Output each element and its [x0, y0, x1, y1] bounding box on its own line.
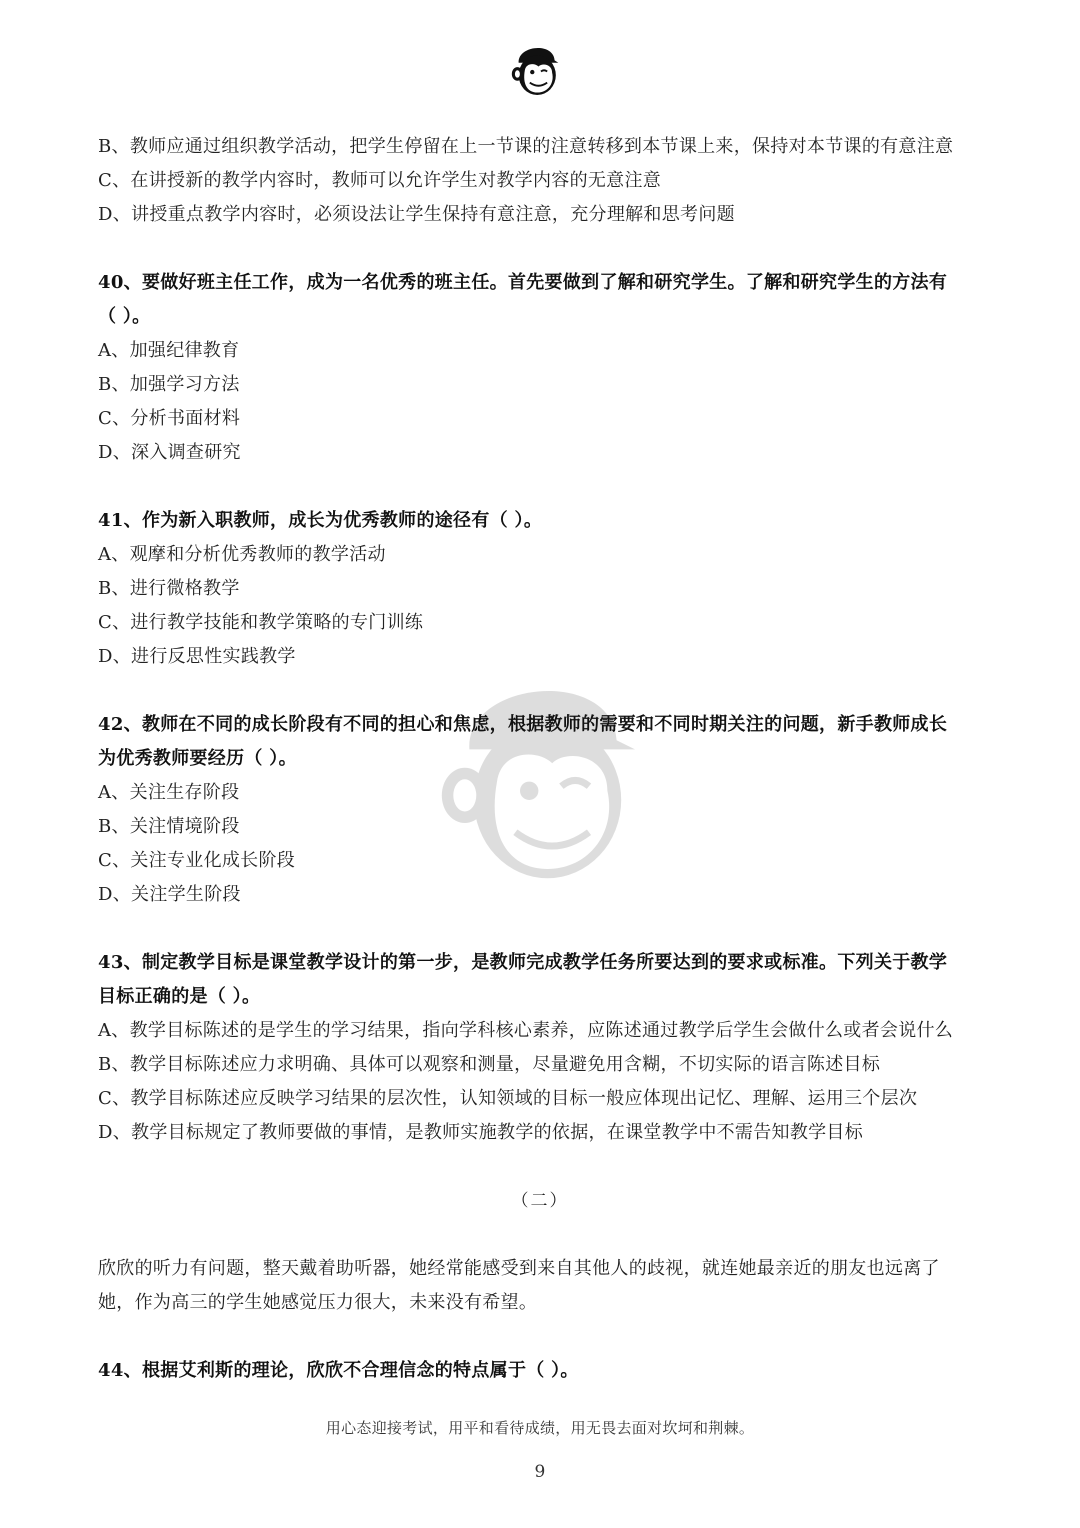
q39-option-b: B、教师应通过组织教学活动，把学生停留在上一节课的注意转移到本节课上来，保持对本节课的有意注意	[98, 136, 954, 157]
q39-option-d: D、讲授重点教学内容时，必须设法让学生保持有意注意，充分理解和思考问题	[98, 204, 735, 225]
q41-option-c: C、进行教学技能和教学策略的专门训练	[98, 612, 424, 633]
q42-option-b: B、关注情境阶段	[98, 816, 240, 837]
q44-stem: 44、根据艾利斯的理论，欣欣不合理信念的特点属于（ ）。	[98, 1360, 579, 1381]
q43-option-b: B、教学目标陈述应力求明确、具体可以观察和测量，尽量避免用含糊，不切实际的语言陈述目标	[98, 1054, 881, 1075]
q42-option-d: D、关注学生阶段	[98, 884, 241, 905]
passage-line-1: 欣欣的听力有问题，整天戴着助听器，她经常能感受到来自其他人的歧视，就连她最亲近的朋友也远离了	[98, 1258, 940, 1279]
q42-stem-line-1: 42、教师在不同的成长阶段有不同的担心和焦虑，根据教师的需要和不同时期关注的问题，新手教师成长	[98, 714, 948, 735]
q42-stem-line-2: 为优秀教师要经历（ ）。	[98, 748, 297, 769]
q41-option-a: A、观摩和分析优秀教师的教学活动	[98, 544, 386, 565]
q41-option-b: B、进行微格教学	[98, 578, 240, 599]
q43-stem-line-2: 目标正确的是（ ）。	[98, 986, 261, 1007]
q40-option-b: B、加强学习方法	[98, 374, 240, 395]
q43-stem-line-1: 43、制定教学目标是课堂教学设计的第一步，是教师完成教学任务所要达到的要求或标准。下列关于教学	[98, 952, 948, 973]
q40-option-a: A、加强纪律教育	[98, 340, 240, 361]
q42-option-c: C、关注专业化成长阶段	[98, 850, 296, 871]
section-heading: （二）	[511, 1191, 569, 1211]
q43-option-d: D、教学目标规定了教师要做的事情，是教师实施教学的依据，在课堂教学中不需告知教学目标	[98, 1122, 864, 1143]
q40-stem-line-1: 40、要做好班主任工作，成为一名优秀的班主任。首先要做到了解和研究学生。了解和研究学生的方法有	[98, 272, 948, 293]
q40-option-d: D、深入调查研究	[98, 442, 241, 463]
footer-motto: 用心态迎接考试，用平和看待成绩，用无畏去面对坎坷和荆棘。	[325, 1419, 755, 1437]
monkey-mascot-icon	[505, 38, 567, 100]
q43-option-a: A、教学目标陈述的是学生的学习结果，指向学科核心素养，应陈述通过教学后学生会做什么或者会说什么	[98, 1020, 954, 1041]
q41-stem: 41、作为新入职教师，成长为优秀教师的途径有（ ）。	[98, 510, 543, 531]
q40-stem-line-2: （ ）。	[98, 306, 151, 327]
q41-option-d: D、进行反思性实践教学	[98, 646, 296, 667]
q40-option-c: C、分析书面材料	[98, 408, 241, 429]
page-number: 9	[534, 1462, 546, 1482]
q43-option-c: C、教学目标陈述应反映学习结果的层次性，认知领域的目标一般应体现出记忆、理解、运用三个层次	[98, 1088, 918, 1109]
q42-option-a: A、关注生存阶段	[98, 782, 240, 803]
q39-option-c: C、在讲授新的教学内容时，教师可以允许学生对教学内容的无意注意	[98, 170, 662, 191]
passage-line-2: 她，作为高三的学生她感觉压力很大，未来没有希望。	[98, 1292, 538, 1313]
